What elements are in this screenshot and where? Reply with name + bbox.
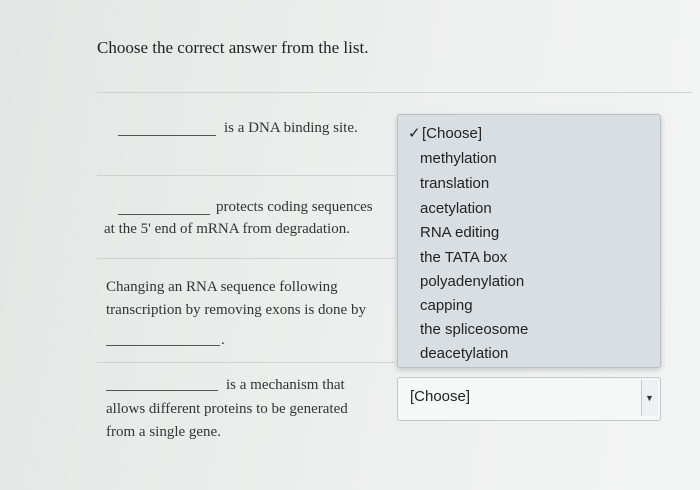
- answer-select-4[interactable]: [397, 377, 661, 421]
- answer-blank-2: [118, 214, 210, 215]
- divider: [97, 362, 395, 363]
- dropdown-option[interactable]: the TATA box: [420, 249, 508, 266]
- dropdown-option[interactable]: methylation: [420, 150, 497, 167]
- question-3-line2: transcription by removing exons is done by: [106, 302, 366, 318]
- answer-blank-3: [106, 345, 220, 346]
- dropdown-option[interactable]: RNA editing: [420, 224, 500, 241]
- answer-dropdown-list[interactable]: [397, 114, 661, 368]
- answer-blank-1: [118, 135, 216, 136]
- dropdown-option[interactable]: translation: [420, 175, 490, 192]
- dropdown-option[interactable]: polyadenylation: [420, 273, 525, 290]
- question-2-line1: protects coding sequences: [216, 199, 373, 215]
- dropdown-option[interactable]: capping: [420, 297, 473, 314]
- instruction-text: Choose the correct answer from the list.: [97, 38, 369, 57]
- select-label: [Choose]: [410, 388, 471, 405]
- question-3-line1: Changing an RNA sequence following: [106, 279, 338, 295]
- dropdown-option[interactable]: acetylation: [420, 200, 492, 217]
- divider: [97, 258, 395, 259]
- question-4-line3: from a single gene.: [106, 424, 221, 440]
- dropdown-option[interactable]: the spliceosome: [420, 321, 529, 338]
- question-4-line1: is a mechanism that: [226, 377, 345, 393]
- divider: [97, 175, 395, 176]
- dropdown-option[interactable]: deacetylation: [420, 345, 509, 362]
- select-arrow-button[interactable]: [641, 380, 658, 416]
- chevron-down-icon: ▼: [645, 393, 654, 403]
- divider: [97, 92, 692, 93]
- answer-blank-4: [106, 390, 218, 391]
- checkmark-icon: ✓: [408, 125, 421, 142]
- question-4-line2: allows different proteins to be generated: [106, 401, 348, 417]
- dropdown-option-choose[interactable]: ✓[Choose]: [408, 123, 482, 145]
- question-3-period: .: [221, 332, 225, 348]
- question-1-text: is a DNA binding site.: [224, 120, 358, 136]
- question-2-line2: at the 5' end of mRNA from degradation.: [104, 221, 350, 237]
